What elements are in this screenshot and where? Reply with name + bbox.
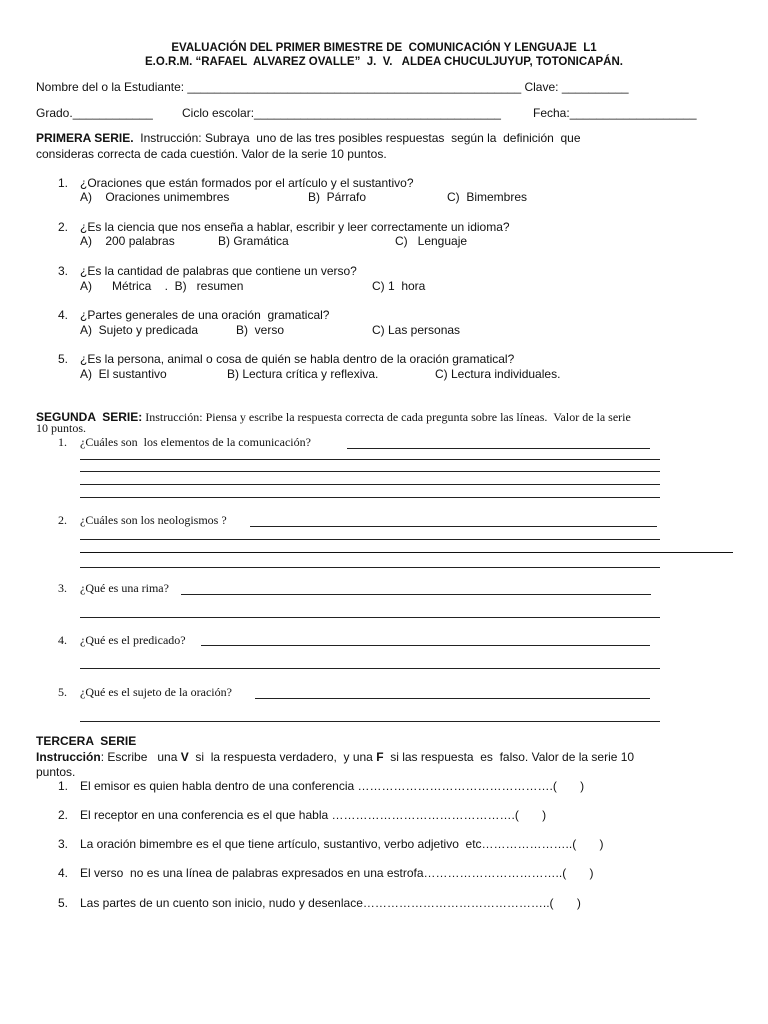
s1-q1-option-b[interactable]: B) Párrafo <box>308 190 367 204</box>
clave-label: Clave: <box>521 80 562 94</box>
s3-item3-text[interactable]: La oración bimembre es el que tiene artículo, sustantivo, verbo adjetivo etc…………………..( ) <box>80 837 604 851</box>
section-1-instruction-line2: consideras correcta de cada cuestión. Valor de la serie 10 puntos. <box>36 147 387 161</box>
s2-q3-text: ¿Qué es una rima? <box>80 581 169 595</box>
grade-label: Grado. <box>36 106 73 120</box>
s1-q3-number: 3. <box>58 264 69 278</box>
s2-q2-text: ¿Cuáles son los neologismos ? <box>80 513 227 527</box>
school-name: E.O.R.M. “RAFAEL ALVAREZ OVALLE” J. V. ALDEA CHUCULJUYUP, TOTONICAPÁN. <box>145 56 623 68</box>
section-2-title: SEGUNDA SERIE: <box>36 410 143 424</box>
s2-q1-number: 1. <box>58 435 67 449</box>
grade-row <box>36 106 153 120</box>
s2-q2-answer-line[interactable] <box>250 526 657 527</box>
s1-q1-option-a[interactable]: A) Oraciones unimembres <box>80 190 230 204</box>
section-2-instruction-text: Instrucción: Piensa y escribe la respuesta correcta de cada pregunta sobre las líneas. Valor de la serie <box>142 410 631 424</box>
s1-q3-option-a[interactable]: A) Métrica . B) resumen <box>80 279 244 293</box>
s1-q3-option-c[interactable]: C) 1 hora <box>372 279 426 293</box>
s2-q5-answer-line[interactable] <box>255 698 650 699</box>
s2-q2-number: 2. <box>58 513 67 527</box>
s3-item1-text[interactable]: El emisor es quien habla dentro de una conferencia ………………………………………….( ) <box>80 779 585 793</box>
s2-q3-answer-line[interactable] <box>80 617 660 618</box>
clave-field[interactable]: __________ <box>561 80 629 94</box>
date-field[interactable]: ___________________ <box>569 106 697 120</box>
s1-q1-option-c[interactable]: C) Bimembres <box>447 190 528 204</box>
s2-q1-answer-line[interactable] <box>347 448 650 449</box>
s1-q5-option-b[interactable]: B) Lectura crítica y reflexiva. <box>227 367 379 381</box>
s2-q2-answer-line[interactable] <box>80 552 733 553</box>
section-1-instruction-text: Instrucción: Subraya uno de las tres posibles respuestas según la definición que <box>133 131 581 145</box>
s1-q4-text: ¿Partes generales de una oración gramatical? <box>80 308 330 322</box>
exam-title: EVALUACIÓN DEL PRIMER BIMESTRE DE COMUNICACIÓN Y LENGUAJE L1 <box>171 42 597 54</box>
section-3-instructions <box>36 750 634 764</box>
s2-q4-answer-line[interactable] <box>80 668 660 669</box>
s1-q2-option-b[interactable]: B) Gramática <box>218 234 289 248</box>
s3-item5-text[interactable]: Las partes de un cuento son inicio, nudo y desenlace………………………………………..( ) <box>80 896 581 910</box>
s1-q4-number: 4. <box>58 308 69 322</box>
s3-item4-text[interactable]: El verso no es una línea de palabras expresados en una estrofa……………………………..( ) <box>80 866 594 880</box>
s2-q4-text: ¿Qué es el predicado? <box>80 633 186 647</box>
student-name-field[interactable]: __________________________________________________ <box>187 80 522 94</box>
section-1-instructions <box>36 131 581 145</box>
section-3-instruction-line2: puntos. <box>36 765 76 779</box>
s2-q1-answer-line[interactable] <box>80 484 660 485</box>
s1-q4-option-c[interactable]: C) Las personas <box>372 323 461 337</box>
s2-q1-answer-line[interactable] <box>80 459 660 460</box>
s2-q2-answer-line[interactable] <box>80 539 660 540</box>
student-name-label: Nombre del o la Estudiante: <box>36 80 188 94</box>
student-name-row <box>36 80 629 94</box>
s3-item1-number: 1. <box>58 779 69 793</box>
school-year-label: Ciclo escolar: <box>182 106 255 120</box>
s2-q1-answer-line[interactable] <box>80 497 660 498</box>
s1-q2-number: 2. <box>58 220 69 234</box>
section-3-instruction-text: si la respuesta verdadero, y una <box>188 750 377 764</box>
section-3-instruction-text: si las respuesta es falso. Valor de la serie 10 <box>383 750 635 764</box>
section-2-instructions <box>36 408 631 426</box>
s1-q4-option-b[interactable]: B) verso <box>236 323 285 337</box>
s3-item2-text[interactable]: El receptor en una conferencia es el que habla ……………………………………….( ) <box>80 808 547 822</box>
s1-q5-option-a[interactable]: A) El sustantivo <box>80 367 167 381</box>
s1-q2-text: ¿Es la ciencia que nos enseña a hablar, escribir y leer correctamente un idioma? <box>80 220 510 234</box>
s1-q3-text: ¿Es la cantidad de palabras que contiene un verso? <box>80 264 357 278</box>
s1-q2-option-a[interactable]: A) 200 palabras <box>80 234 175 248</box>
date-label: Fecha: <box>533 106 570 120</box>
s3-item4-number: 4. <box>58 866 69 880</box>
s2-q2-answer-line[interactable] <box>80 567 660 568</box>
section-3-title: TERCERA SERIE <box>36 734 137 748</box>
s2-q4-number: 4. <box>58 633 67 647</box>
school-year-field[interactable]: _____________________________________ <box>254 106 501 120</box>
s1-q1-text: ¿Oraciones que están formados por el artículo y el sustantivo? <box>80 176 414 190</box>
s2-q1-answer-line[interactable] <box>80 471 660 472</box>
s2-q3-answer-line[interactable] <box>181 594 651 595</box>
s1-q5-text: ¿Es la persona, animal o cosa de quién se habla dentro de la oración gramatical? <box>80 352 515 366</box>
s2-q1-text: ¿Cuáles son los elementos de la comunicación? <box>80 435 311 449</box>
s2-q5-answer-line[interactable] <box>80 721 660 722</box>
s2-q5-text: ¿Qué es el sujeto de la oración? <box>80 685 232 699</box>
school-year-row <box>182 106 501 120</box>
true-marker: V <box>180 750 189 764</box>
s2-q4-answer-line[interactable] <box>201 645 650 646</box>
section-3-instruction-label: Instrucción <box>36 750 101 764</box>
grade-field[interactable]: ____________ <box>72 106 153 120</box>
s2-q3-number: 3. <box>58 581 67 595</box>
s3-item2-number: 2. <box>58 808 69 822</box>
s1-q2-option-c[interactable]: C) Lenguaje <box>395 234 468 248</box>
section-2-instruction-line2: 10 puntos. <box>36 421 87 435</box>
s3-item5-number: 5. <box>58 896 69 910</box>
s3-item3-number: 3. <box>58 837 69 851</box>
false-marker: F <box>376 750 384 764</box>
section-3-instruction-text: : Escribe una <box>100 750 181 764</box>
date-row <box>533 106 697 120</box>
s1-q5-option-c[interactable]: C) Lectura individuales. <box>435 367 561 381</box>
s1-q5-number: 5. <box>58 352 69 366</box>
s1-q1-number: 1. <box>58 176 69 190</box>
s2-q5-number: 5. <box>58 685 67 699</box>
section-1-title: PRIMERA SERIE. <box>36 131 134 145</box>
s1-q4-option-a[interactable]: A) Sujeto y predicada <box>80 323 199 337</box>
